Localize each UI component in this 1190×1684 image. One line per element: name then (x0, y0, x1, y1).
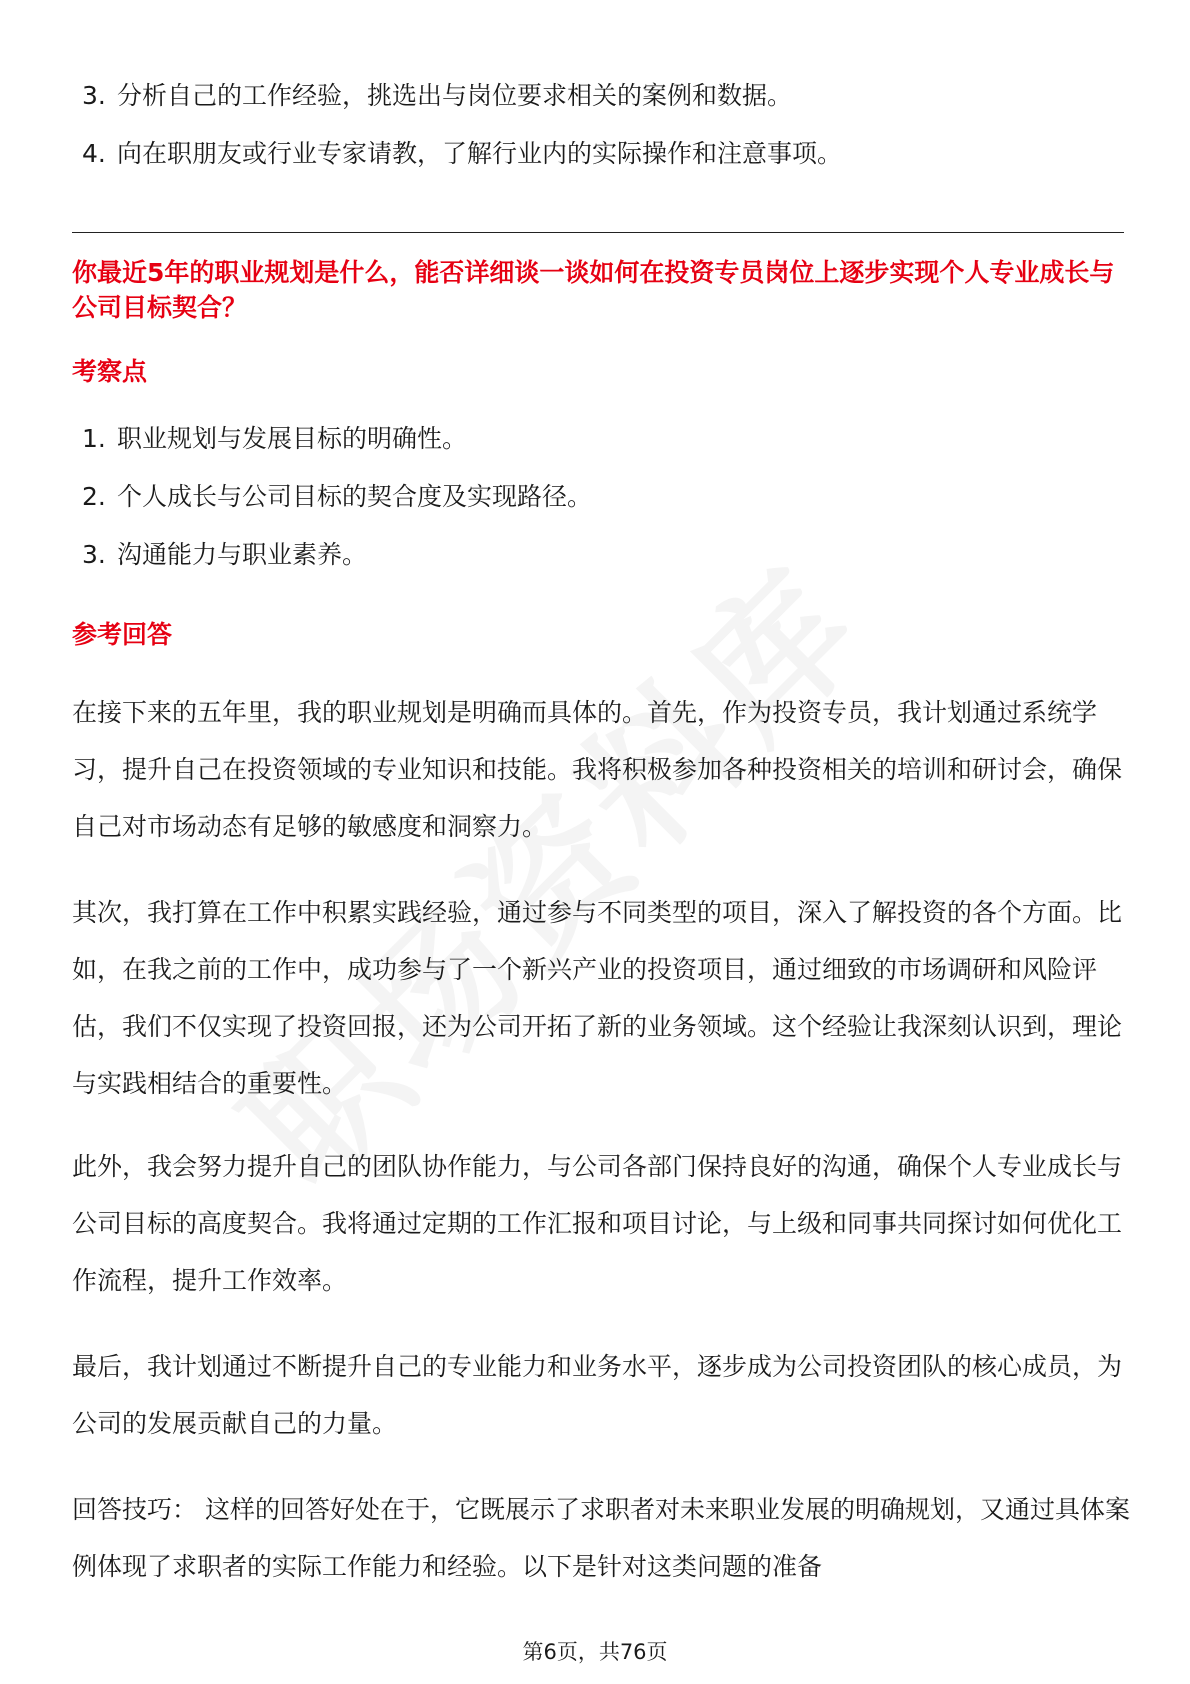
preparation-list (82, 67, 842, 183)
answer-tips-paragraph: 回答技巧： 这样的回答好处在于，它既展示了求职者对未来职业发展的明确规划，又通过具体案例体现了求职者的实际工作能力和经验。以下是针对这类问题的准备 (72, 1495, 1130, 1581)
list-number: 4. (82, 139, 106, 168)
list-text: 个人成长与公司目标的契合度及实现路径。 (117, 482, 593, 511)
answer-paragraph: 此外，我会努力提升自己的团队协作能力，与公司各部门保持良好的沟通，确保个人专业成长与公司目标的高度契合。我将通过定期的工作汇报和项目讨论，与上级和同事共同探讨如何优化工作流程，提升工作效率。 (72, 1152, 1123, 1295)
list-item (82, 125, 842, 183)
list-number: 2. (82, 482, 106, 511)
list-item (82, 526, 592, 584)
list-text: 沟通能力与职业素养。 (117, 540, 368, 569)
answer-heading: 参考回答 (72, 620, 173, 649)
question-title: 你最近5年的职业规划是什么，能否详细谈一谈如何在投资专员岗位上逐步实现个人专业成长与公司目标契合？ (72, 258, 1115, 322)
answer-paragraph: 在接下来的五年里，我的职业规划是明确而具体的。首先，作为投资专员，我计划通过系统学习，提升自己在投资领域的专业知识和技能。我将积极参加各种投资相关的培训和研讨会，确保自己对市场动态有足够的敏感度和洞察力。 (72, 698, 1123, 841)
list-text: 向在职朋友或行业专家请教，了解行业内的实际操作和注意事项。 (117, 139, 843, 168)
watermark (189, 512, 900, 1223)
section-divider (72, 232, 1124, 233)
answer-paragraph: 最后，我计划通过不断提升自己的专业能力和业务水平，逐步成为公司投资团队的核心成员，为公司的发展贡献自己的力量。 (72, 1352, 1123, 1438)
list-number: 1. (82, 424, 106, 453)
answer-paragraph: 其次，我打算在工作中积累实践经验，通过参与不同类型的项目，深入了解投资的各个方面。比如，在我之前的工作中，成功参与了一个新兴产业的投资项目，通过细致的市场调研和风险评估，我们不仅实现了投资回报，还为公司开拓了新的业务领域。这个经验让我深刻认识到，理论与实践相结合的重要性。 (72, 898, 1123, 1098)
list-text: 分析自己的工作经验，挑选出与岗位要求相关的案例和数据。 (117, 81, 793, 110)
list-item (82, 410, 592, 468)
focus-points-list (82, 410, 592, 584)
list-item (82, 468, 592, 526)
focus-heading: 考察点 (72, 357, 148, 386)
list-item (82, 67, 842, 125)
list-number: 3. (82, 81, 106, 110)
list-number: 3. (82, 540, 106, 569)
list-text: 职业规划与发展目标的明确性。 (117, 424, 468, 453)
page-number: 第6页，共76页 (522, 1640, 668, 1664)
